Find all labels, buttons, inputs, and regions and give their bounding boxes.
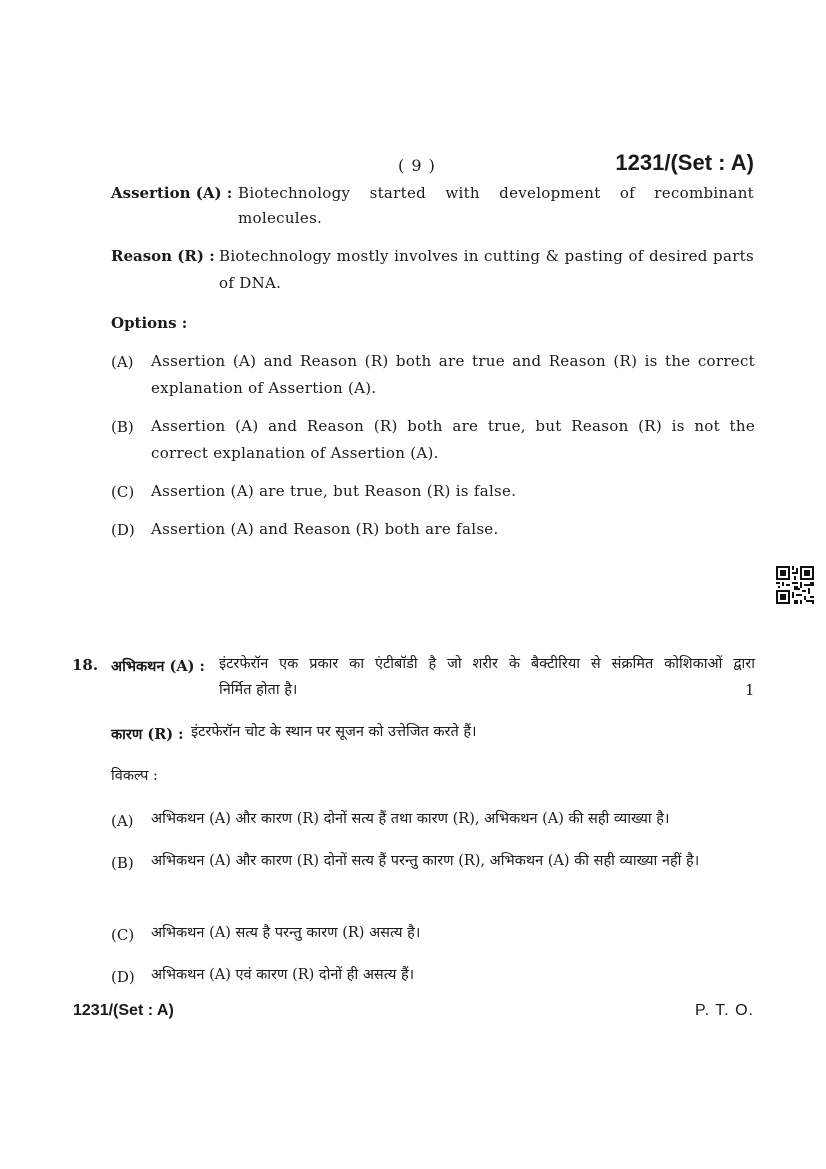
option-text: अभिकथन (A) और कारण (R) दोनों सत्य हैं परन्तु कारण (R), अभिकथन (A) की सही व्याख्या नहीं है। — [151, 853, 700, 869]
option-letter: (A) — [111, 812, 134, 830]
assertion-label-hindi: अभिकथन (A) : — [111, 658, 205, 675]
option-text: Assertion (A) are true, but Reason (R) is false. — [151, 482, 517, 500]
option-letter: (D) — [111, 521, 135, 539]
options-label-hindi: विकल्प : — [111, 768, 158, 784]
option-text: Assertion (A) and Reason (R) both are true and Reason (R) is the correct explanation of Assertion (A). — [151, 352, 755, 397]
option-text: Assertion (A) and Reason (R) both are false. — [151, 520, 499, 538]
paper-code-header: 1231/(Set : A) — [615, 150, 754, 175]
option-letter: (A) — [111, 353, 134, 371]
assertion-hindi-line-1: इंटरफेरॉन एक प्रकार का एंटीबॉडी है जो शरीर के बैक्टीरिया से संक्रमित कोशिकाओं द्वारा — [219, 656, 755, 672]
marks: 1 — [745, 681, 755, 699]
option-letter: (C) — [111, 483, 135, 501]
paper-code-footer: 1231/(Set : A) — [73, 1002, 174, 1019]
options-label: Options : — [111, 314, 188, 332]
option-letter: (B) — [111, 418, 134, 436]
pto-label: P. T. O. — [695, 1002, 754, 1019]
reason-line-1: Biotechnology mostly involves in cutting & pasting of desired parts — [219, 247, 754, 265]
option-letter: (D) — [111, 968, 135, 986]
reason-label-hindi: कारण (R) : — [111, 726, 184, 743]
assertion-label: Assertion (A) : — [111, 184, 233, 202]
assertion-hindi-line-2: निर्मित होता है। — [219, 682, 298, 698]
assertion-line-2: molecules. — [238, 209, 323, 227]
qr-code — [776, 566, 814, 604]
page-number: ( 9 ) — [398, 156, 436, 175]
option-text: अभिकथन (A) एवं कारण (R) दोनों ही असत्य हैं। — [151, 967, 415, 983]
option-letter: (B) — [111, 854, 134, 872]
reason-label: Reason (R) : — [111, 247, 215, 265]
option-text: अभिकथन (A) और कारण (R) दोनों सत्य हैं तथा कारण (R), अभिकथन (A) की सही व्याख्या है। — [151, 811, 670, 827]
question-number: 18. — [72, 656, 99, 674]
option-text: Assertion (A) and Reason (R) both are true, but Reason (R) is not the correct explanation of Assertion (A). — [151, 417, 755, 462]
option-text: अभिकथन (A) सत्य है परन्तु कारण (R) असत्य है। — [151, 925, 421, 941]
reason-hindi-text: इंटरफेरॉन चोट के स्थान पर सूजन को उत्तेजित करते हैं। — [191, 724, 477, 740]
assertion-line-1: Biotechnology started with development of recombinant — [238, 184, 754, 202]
option-letter: (C) — [111, 926, 135, 944]
reason-line-2: of DNA. — [219, 274, 282, 292]
